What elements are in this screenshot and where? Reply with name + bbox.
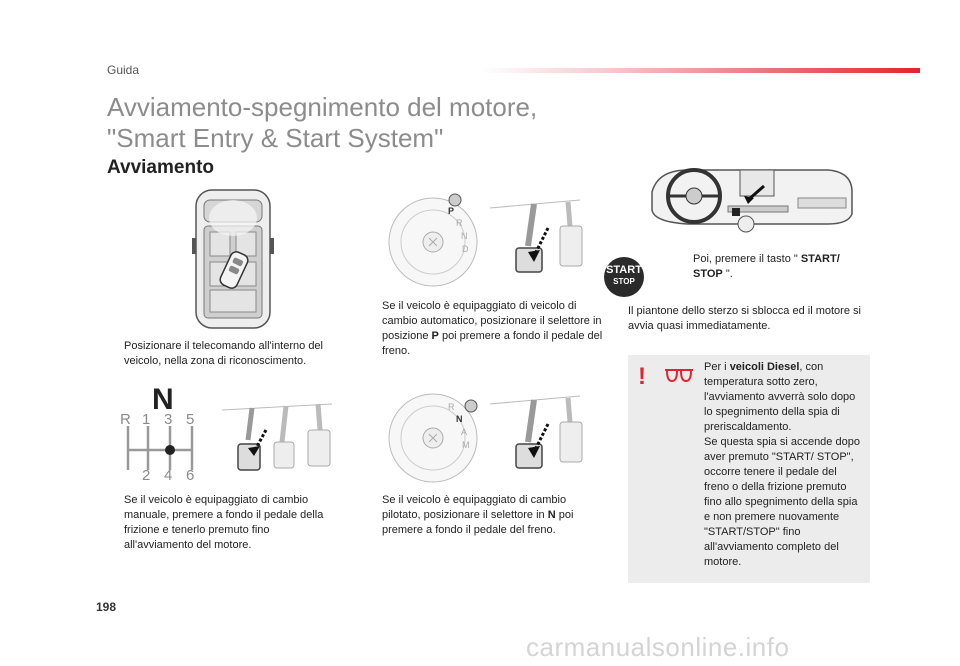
start-stop-button-icon <box>604 257 644 297</box>
warning-text: Per i veicoli Diesel, con temperatura sotto zero, l'avviamento avverrà solo dopo lo spegnimento della spia di preriscaldamento. Se questa spia si accende dopo aver premuto "START/ STOP", occorre tenere il pedale del freno o della frizione premuto fino allo spegnimento della spia e non premere nuovamente "START/STOP" fino all'avviamento completo del motore. <box>704 361 860 568</box>
gear-3: 3 <box>164 411 173 428</box>
gear-r: R <box>120 411 131 428</box>
selector-d: D <box>462 244 469 254</box>
piloted-selector-n-illustration <box>385 388 483 484</box>
watermark: carmanualsonline.info <box>526 632 790 662</box>
warning-exclamation-icon: ! <box>638 363 646 390</box>
selector-a: A <box>461 427 468 437</box>
gear-1: 1 <box>142 411 151 428</box>
step-start-button-text: Poi, premere il tasto " START/ STOP ". <box>693 253 840 280</box>
arrow-bullet-icon <box>679 252 693 282</box>
arrow-bullet-icon <box>368 493 382 538</box>
gear-2: 2 <box>142 467 151 484</box>
pedals-auto-p-illustration <box>490 196 590 276</box>
selector-r: R <box>448 402 455 412</box>
preheating-light-icon <box>664 367 694 383</box>
automatic-selector-p-illustration <box>385 190 483 290</box>
step-automatic-text: Se il veicolo è equipaggiato di veicolo di cambio automatico, posizionare il selettore in posizione P poi premere a fondo il pedale del freno. <box>382 300 603 357</box>
arrow-bullet-icon <box>368 299 382 359</box>
page-title: Avviamento-spegnimento del motore, "Smart Entry & Start System" <box>107 92 538 153</box>
step-piloted-text: Se il veicolo è equipaggiato di cambio pilotato, posizionare il selettore in N poi premere a fondo il pedale del freno. <box>382 494 574 536</box>
page-number: 198 <box>96 600 117 614</box>
dashboard-illustration <box>648 162 856 242</box>
selector-p: P <box>448 206 455 216</box>
step-manual <box>110 493 340 553</box>
gear-5: 5 <box>186 411 195 428</box>
step-key-position <box>110 339 342 369</box>
step-automatic <box>368 299 608 359</box>
section-label: Guida <box>107 63 140 77</box>
arrow-bullet-icon <box>110 493 124 553</box>
section-subtitle: Avviamento <box>107 157 214 178</box>
step-piloted <box>368 493 604 538</box>
step-start-button <box>679 252 859 282</box>
gear-6: 6 <box>186 467 195 484</box>
stop-label: STOP <box>613 277 635 286</box>
car-top-view-illustration <box>192 188 274 330</box>
diesel-warning-box <box>628 355 870 583</box>
step-key-position-text: Posizionare il telecomando all'interno del veicolo, nella zona di riconoscimento. <box>124 340 323 367</box>
step-manual-text: Se il veicolo è equipaggiato di cambio manuale, premere a fondo il pedale della frizione e tenerlo premuto fino all'avviamento del motore. <box>124 494 324 551</box>
selector-n: N <box>456 414 463 424</box>
pedals-piloted-illustration <box>490 392 590 472</box>
header-accent-bar <box>480 68 920 73</box>
selector-m: M <box>462 440 470 450</box>
start-label: START <box>606 264 642 276</box>
steering-note: Il piantone dello sterzo si sblocca ed il motore si avvia quasi immediatamente. <box>628 305 861 332</box>
arrow-bullet-icon <box>110 339 124 369</box>
selector-n: N <box>461 231 468 241</box>
gear-selected-label: N <box>152 383 174 416</box>
selector-r: R <box>456 218 463 228</box>
pedals-manual-illustration <box>222 400 348 474</box>
gear-4: 4 <box>164 467 173 484</box>
